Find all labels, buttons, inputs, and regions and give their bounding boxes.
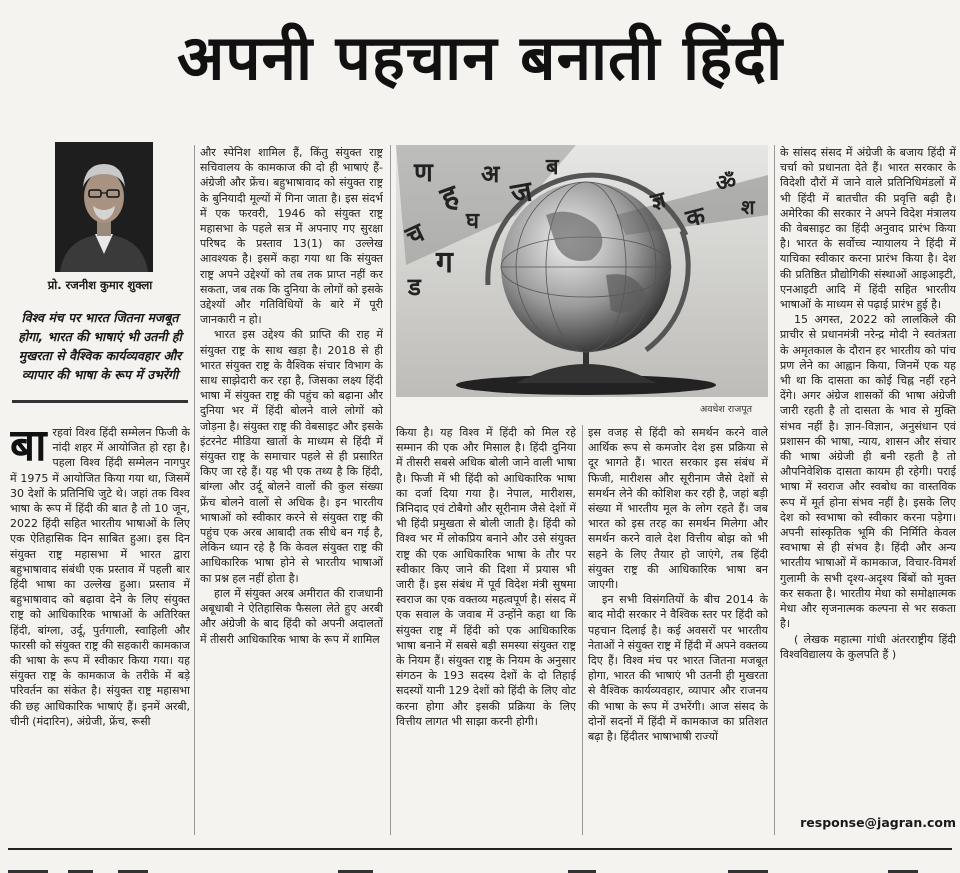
letter: अ xyxy=(481,159,500,188)
column-divider xyxy=(194,145,195,835)
letter: क xyxy=(682,200,708,233)
author-name: प्रो. रजनीश कुमार शुक्ला xyxy=(47,278,153,292)
letter: ह xyxy=(436,178,464,217)
article-column-1 xyxy=(10,425,190,835)
article-column-5 xyxy=(780,145,956,813)
column-divider xyxy=(774,145,775,835)
paragraph: और स्पेनिश शामिल हैं, किंतु संयुक्त राष्ट्र सचिवालय के कामकाज की दो ही भाषाएं हैं-अंग्रेजी और फ्रेंच। बहुभाषावाद को संयुक्त राष्ट्र के बुनियादी मूल्यों में गिना जाता है। इस संदर्भ में एक फरवरी, 1946 को संयुक्त राष्ट्र महासभा के पहले सत्र में अपनाए गए सुरक्षा परिषद के प्रस्ताव 13(1) का उल्लेख आवश्यक है। इसमें कहा गया था कि संयुक्त राष्ट्र अपने उद्देश्यों को तब तक प्राप्त नहीं कर सकता, जब तक कि दुनिया के लोगों को इसके उद्देश्यों और गतिविधियों के बारे में पूरी जानकारी न हो। xyxy=(200,146,383,327)
author-photo xyxy=(55,142,153,272)
paragraph: 15 अगस्त, 2022 को लालकिले की प्राचीर से प्रधानमंत्री नरेन्द्र मोदी ने स्वतंत्रता के अमृतकाल के दौरान हर भारतीय को पांच प्रण लेने का आह्वान किया, जिनमें एक यह भी था कि दासता का कोई चिह्न नहीं रहने देंगे। अगर अंग्रेज शासकों की भाषा अंग्रेजी जारी रहती है तो दासता के भाव से मुक्ति संभव नहीं है। ज्ञान-विज्ञान, अनुसंधान एवं प्रशासन की भाषा, न्याय, शासन और संचार की भाषा अंग्रेजी ही बनी रहती है तो औपनिवेशिक दासता कायम ही रहेगी। पराई भाषा में स्वराज और स्वबोध का वास्तविक रूप में मूर्त होना संभव नहीं है। इसके लिए देश को स्वभाषा को स्वीकार करना पड़ेगा। अपनी सांस्कृतिक भूमि की निर्मिति केवल स्वभाषा से ही संभव है। हिंदी और अन्य भारतीय भाषाओं में कामकाज, विचार-विमर्श गुलामी के सभी दृश्य-अदृश्य बिंबों को मुक्त कर सकता है। भारतीय मेधा को समोक्षात्मक मेधा और सृजनात्मक कल्पना से भर सकता है। xyxy=(780,313,956,631)
pull-quote-divider xyxy=(12,400,188,403)
article-column-3 xyxy=(396,425,576,835)
letter: ड xyxy=(408,272,421,301)
letter: ॐ xyxy=(716,170,737,196)
letter: ज xyxy=(508,174,535,211)
globe-letters xyxy=(396,145,768,397)
next-article-edge xyxy=(8,862,952,873)
drop-cap: बा xyxy=(10,425,47,471)
author-portrait-icon xyxy=(55,142,153,272)
paragraph xyxy=(10,425,190,729)
paragraph: इस वजह से हिंदी को समर्थन करने वाले आर्थिक रूप से कमजोर देश इस प्रक्रिया से दूर भागते हैं। भारत सरकार इस संबंध में फिजी, मारीशस और सूरीनाम जैसे देशों से समर्थन लेने की कोशिश कर रही है, जहां बड़ी संख्या में भारतीय मूल के लोग रहते हैं। जब भारत को इस तरह का समर्थन मिलेगा और समर्थन करने वाले देश वित्तीय बोझ को भी सहने के लिए तैयार हो जाएंगे, तब हिंदी संयुक्त राष्ट्र की आधिकारिक भाषा बन जाएगी। xyxy=(588,426,768,592)
letter: ण xyxy=(414,158,433,188)
paragraph: भारत इस उद्देश्य की प्राप्ति की राह में संयुक्त राष्ट्र के साथ खड़ा है। 2018 से ही भारत संयुक्त राष्ट्र के वैश्विक संचार विभाग के साथ साझेदारी कर रहा है, जिसका लक्ष्य हिंदी भाषा में संयुक्त राष्ट्र की पहुंच को बढ़ाना और दुनिया भर में हिंदी बोलने वाले लोगों को जोड़ना है। संयुक्त राष्ट्र की वेबसाइट और इसके इंटरनेट मीडिया खातों के माध्यम से हिंदी में संयुक्त राष्ट्र के समाचार पहले से ही प्रसारित किए जा रहे हैं। यह भी एक तथ्य है कि हिंदी, बांग्ला और उर्दू बोलने वालों की कुल संख्या फ्रेंच बोलने वालों से अधिक है। इन भारतीय भाषाओं को स्वीकार करने से संयुक्त राष्ट्र की पहुंच एक अरब आबादी तक सीधे बन गई है, लेकिन ध्यान रहे है कि केवल संयुक्त राष्ट्र की आधिकारिक भाषा होने से भारतीय भाषाओं का प्रश्न हल नहीं होता है। xyxy=(200,328,383,585)
column-divider xyxy=(390,145,391,835)
column-divider xyxy=(582,425,583,835)
photo-credit: अवधेश राजपूत xyxy=(700,404,753,415)
letter: घ xyxy=(466,208,480,234)
letter: श xyxy=(741,195,755,219)
headline: अपनी पहचान बनाती हिंदी xyxy=(176,21,783,94)
bottom-divider xyxy=(8,848,952,850)
pull-quote: विश्व मंच पर भारत जितना मजबूत होगा, भारत की भाषाएं भी उतनी ही मुखरता से वैश्विक कार्यव्यवहार और व्यापार की भाषा के रूप में उभरेंगी xyxy=(18,310,182,382)
response-email: response@jagran.com xyxy=(800,815,956,830)
globe-illustration xyxy=(396,145,768,397)
paragraph: हाल में संयुक्त अरब अमीरात की राजधानी अबूधाबी ने ऐतिहासिक फैसला लेते हुए अरबी और अंग्रेजी के बाद हिंदी को अपनी अदालतों में तीसरी आधिकारिक भाषा के रूप में शामिल xyxy=(200,586,383,646)
paragraph: इन सभी विसंगतियों के बीच 2014 के बाद मोदी सरकार ने वैश्विक स्तर पर हिंदी को पहचान दिलाई है। कई अवसरों पर भारतीय नेताओं ने संयुक्त राष्ट्र में हिंदी में अपने वक्तव्य दिए हैं। विश्व मंच पर भारत जितना मजबूत होगा, भारत की भाषाएं भी उतनी ही मुखरता से वैश्विक कार्यव्यवहार, व्यापार और राजनय की भाषा के रूप में उभरेंगी। आज संसद के दोनों सदनों में हिंदी में कामकाज का प्रतिशत बढ़ा है। हिंदीतर भाषाभाषी राज्यों xyxy=(588,593,768,744)
paragraph: किया है। यह विश्व में हिंदी को मिल रहे सम्मान की एक और मिसाल है। हिंदी दुनिया में तीसरी सबसे अधिक बोली जाने वाली भाषा है। फिजी में भी हिंदी को आधिकारिक भाषा का दर्जा दिया गया है। नेपाल, मारीशस, त्रिनिदाद एवं टोबैगो और सूरीनाम जैसे देशों में भी हिंदी प्रमुखता से बोली जाती है। हिंदी को विश्व भर में लोकप्रिय बनाने और उसे संयुक्त राष्ट्र की एक आधिकारिक भाषा के तौर पर स्वीकार किए जाने की दिशा में प्रयास भी जारी हैं। इस संबंध में पूर्व विदेश मंत्री सुषमा स्वराज का एक वक्तव्य महत्वपूर्ण है। संसद में एक सवाल के जवाब में उन्होंने कहा था कि संयुक्त राष्ट्र में हिंदी को एक आधिकारिक भाषा बनाने में सबसे बड़ी समस्या संयुक्त राष्ट्र के नियम हैं। संयुक्त राष्ट्र के नियम के अनुसार संगठन के 193 सदस्य देशों के दो तिहाई सदस्यों यानी 129 देशों को हिंदी के लिए वोट करना होगा और इसकी प्रक्रिया के लिए वित्तीय लागत भी साझा करनी होगी। xyxy=(396,426,576,728)
author-signoff: ( लेखक महात्मा गांधी अंतरराष्ट्रीय हिंदी विश्वविद्यालय के कुलपति हैं ) xyxy=(780,632,956,661)
paragraph-text: रहवां विश्व हिंदी सम्मेलन फिजी के नांदी शहर में आयोजित हो रहा है। पहला विश्व हिंदी सम्मेलन नागपुर में 1975 में आयोजित किया गया था, जिसमें 30 देशों के प्रतिनिधि जुटे थे। जहां तक विश्व भाषा के रूप में हिंदी की बात है तो 10 जून, 2022 हिंदी सहित भारतीय भाषाओं के लिए एक ऐतिहासिक दिन साबित हुआ। इस दिन संयुक्त राष्ट्र महासभा में भारत द्वारा बहुभाषावाद संबंधी एक प्रस्ताव में पहली बार हिंदी भाषा का उल्लेख हुआ। प्रस्ताव में बहुभाषावाद को बढ़ावा देने के लिए संयुक्त राष्ट्र को आधिकारिक भाषाओं के अतिरिक्त हिंदी, बांग्ला, उर्दू, पुर्तगाली, स्वाहिली और फारसी को संयुक्त राष्ट्र की सहकारी कामकाज की भाषा के रूप में स्वीकार किया गया। यह संयुक्त राष्ट्र के कामकाज के तरीके में बड़े परिवर्तन का संकेत है। संयुक्त राष्ट्र महासभा की छह आधिकारिक भाषाएं हैं। इनमें अरबी, चीनी (मंदारिन), अंग्रेजी, फ्रेंच, रूसी xyxy=(10,426,190,728)
article-column-4 xyxy=(588,425,768,835)
letter: ग xyxy=(436,245,453,280)
letter: ज्ञ xyxy=(648,186,669,216)
letter: च xyxy=(401,217,429,252)
article-column-2 xyxy=(200,145,383,835)
paragraph: के सांसद संसद में अंग्रेजी के बजाय हिंदी में चर्चा को प्रधानता देते हैं। भारत सरकार के विदेशी दौरों में जाने वाले प्रतिनिधिमंडलों में भी हिंदी में बातचीत की प्रवृत्ति बढ़ी है। अमेरिका की सरकार ने अपने विदेश मंत्रालय की वेबसाइट का हिंदी अनुवाद प्रारंभ किया है। भारत के सर्वोच्च न्यायालय ने हिंदी में याचिका स्वीकार करना प्रारंभ किया है। देश की प्रतिष्ठित प्रौद्योगिकी संस्थाओं आइआइटी, एनआइटी आदि में हिंदी सहित भारतीय भाषाओं के माध्यम से पढ़ाई प्रारंभ हुई है। xyxy=(780,146,956,312)
letter: ब xyxy=(546,154,559,180)
